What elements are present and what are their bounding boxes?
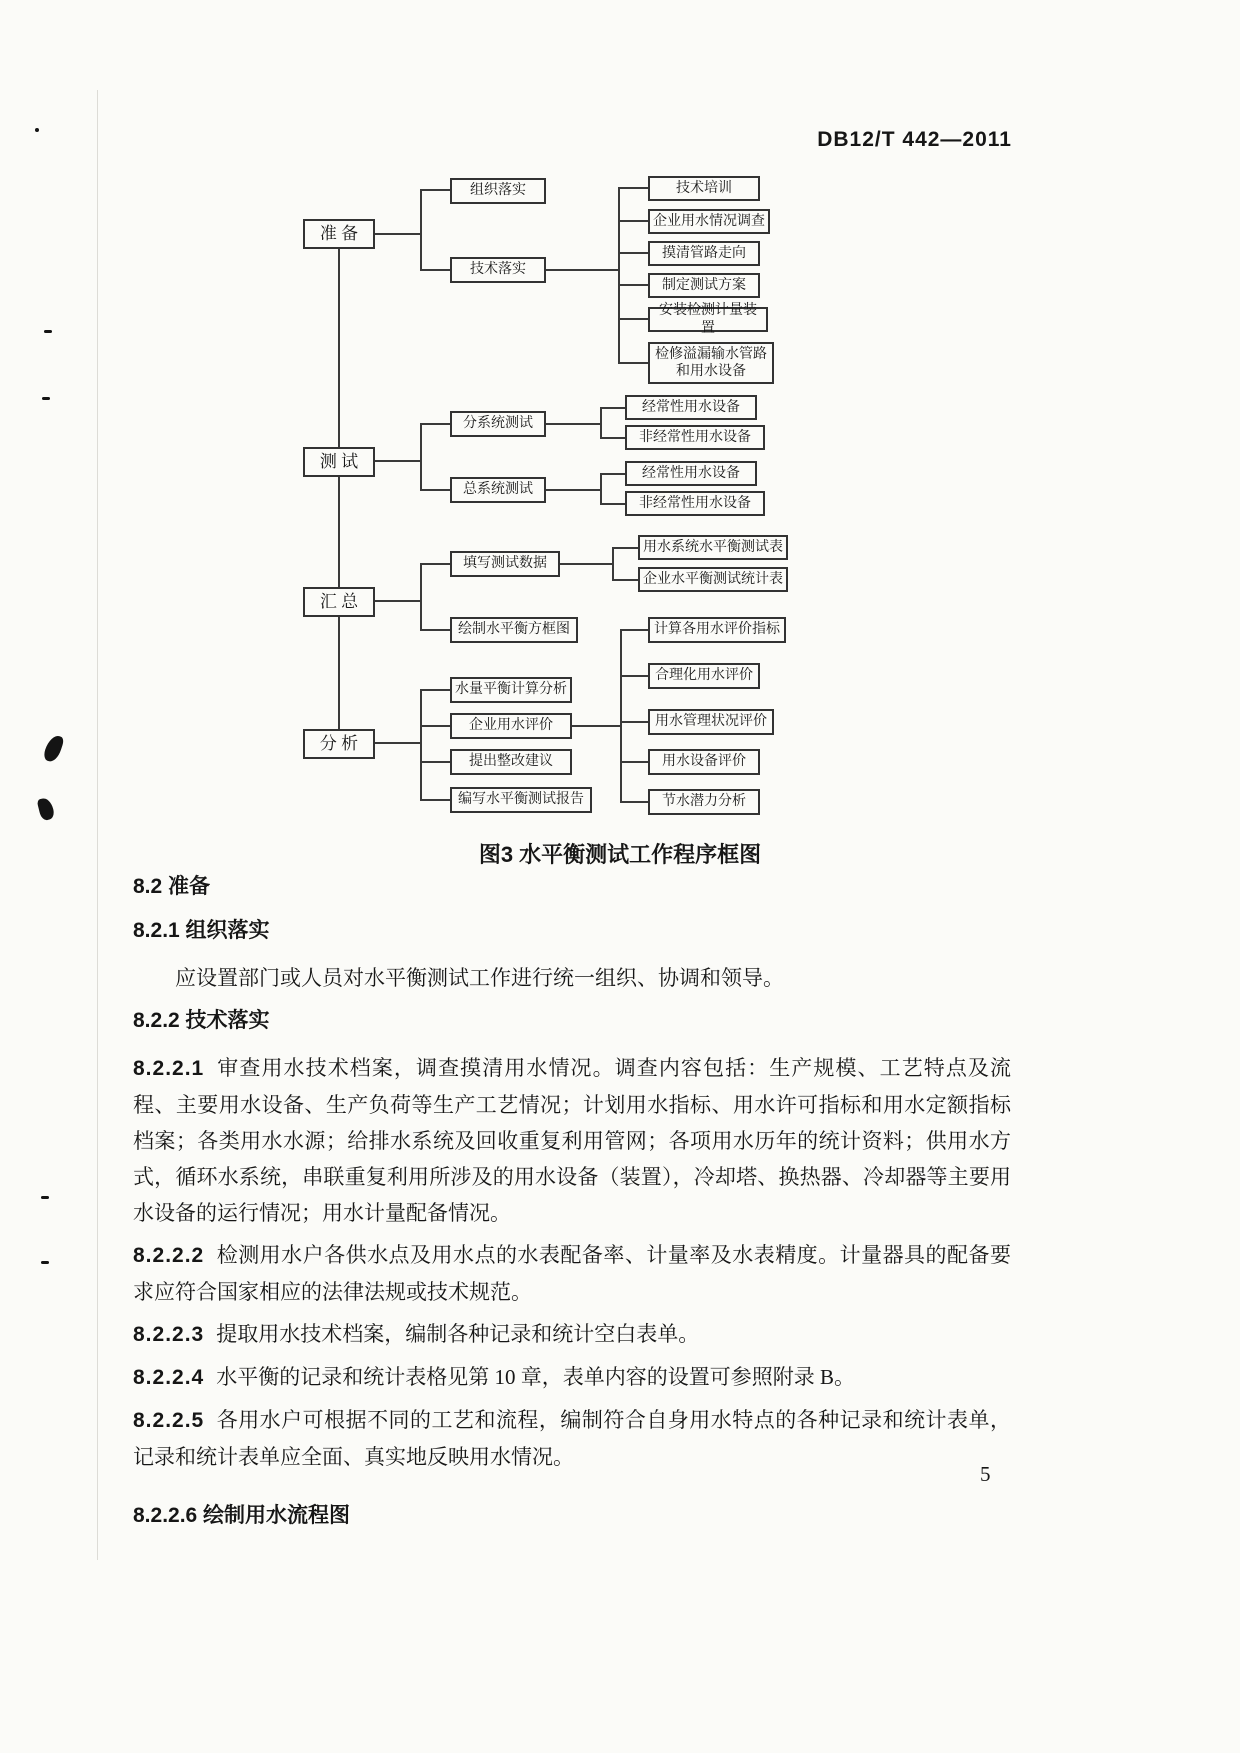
flow-stage-preparation: 准 备: [303, 219, 375, 249]
page-number: 5: [980, 1462, 991, 1486]
flow-node-subsystem-test: 分系统测试: [450, 411, 546, 437]
connector-line: [600, 473, 625, 475]
flow-node-total-system-test: 总系统测试: [450, 477, 546, 503]
flow-node-leak-repair: 检修溢漏输水管路和用水设备: [648, 342, 774, 384]
section-heading-8-2-2: 8.2.2 技术落实: [133, 1009, 270, 1032]
flow-node-rectification-suggestions: 提出整改建议: [450, 749, 572, 775]
clause-number: 8.2.2.2: [133, 1244, 205, 1267]
connector-line: [560, 563, 613, 565]
connector-line: [620, 761, 648, 763]
connector-line: [618, 362, 648, 364]
connector-line: [618, 188, 620, 364]
connector-line: [600, 407, 625, 409]
connector-line: [620, 801, 648, 803]
connector-line: [570, 725, 621, 727]
flow-node-regular-equipment-2: 经常性用水设备: [625, 461, 757, 486]
clause-8-2-2-3: [133, 1316, 1011, 1353]
flow-node-nonregular-equipment-2: 非经常性用水设备: [625, 491, 765, 516]
ink-mark: [42, 733, 65, 763]
connector-line: [618, 220, 648, 222]
connector-line: [420, 690, 422, 801]
ink-mark: [35, 128, 39, 132]
clause-text: 各用水户可根据不同的工艺和流程，编制符合自身用水特点的各种记录和统计表单，记录和统计表单应全面、真实地反映用水情况。: [133, 1408, 1011, 1469]
figure-caption: 图3 水平衡测试工作程序框图: [478, 842, 762, 867]
flow-node-saving-potential: 节水潜力分析: [648, 789, 760, 815]
clause-8-2-2-2: [133, 1237, 1011, 1310]
ink-mark: [41, 1196, 49, 1199]
clause-number: 8.2.2.3: [133, 1323, 205, 1346]
connector-line: [618, 284, 648, 286]
connector-line: [338, 249, 340, 729]
clause-text: 水平衡的记录和统计表格见第 10 章，表单内容的设置可参照附录 B。: [216, 1365, 855, 1389]
connector-line: [420, 564, 422, 631]
flow-node-test-plan: 制定测试方案: [648, 273, 760, 298]
flow-node-organization: 组织落实: [450, 178, 546, 204]
connector-line: [620, 630, 622, 803]
flow-node-technical: 技术落实: [450, 257, 546, 283]
connector-line: [618, 252, 648, 254]
connector-line: [618, 318, 648, 320]
connector-line: [600, 503, 625, 505]
flow-stage-testing: 测 试: [303, 447, 375, 477]
connector-line: [375, 460, 422, 462]
connector-line: [420, 629, 450, 631]
flow-node-test-report: 编写水平衡测试报告: [450, 787, 592, 813]
clause-8-2-2-5: [133, 1402, 1011, 1475]
section-heading-8-2-2-6: 8.2.2.6 绘制用水流程图: [133, 1504, 351, 1527]
clause-text: 检测用水户各供水点及用水点的水表配备率、计量率及水表精度。计量器具的配备要求应符合国家相应的法律法规或技术规范。: [133, 1243, 1011, 1304]
connector-line: [618, 187, 648, 189]
connector-line: [375, 600, 422, 602]
flow-node-fill-test-data: 填写测试数据: [450, 551, 560, 577]
text-block: [133, 872, 1011, 1545]
flow-node-nonregular-equipment-1: 非经常性用水设备: [625, 425, 765, 450]
connector-line: [420, 689, 450, 691]
section-heading-8-2-1: 8.2.1 组织落实: [133, 919, 270, 942]
scan-artifact-line: [97, 90, 98, 1560]
clause-number: 8.2.2.1: [133, 1057, 205, 1080]
connector-line: [375, 742, 422, 744]
connector-line: [420, 563, 450, 565]
flow-node-balance-calculation: 水量平衡计算分析: [450, 677, 572, 703]
connector-line: [600, 474, 602, 505]
flow-node-tech-training: 技术培训: [648, 176, 760, 201]
flow-node-regular-equipment-1: 经常性用水设备: [625, 395, 757, 420]
connector-line: [620, 721, 648, 723]
connector-line: [620, 675, 648, 677]
flow-node-evaluation-indicators: 计算各用水评价指标: [648, 617, 786, 643]
connector-line: [546, 489, 601, 491]
connector-line: [420, 761, 450, 763]
clause-number: 8.2.2.4: [133, 1366, 205, 1389]
connector-line: [620, 629, 648, 631]
doc-number: DB12/T 442—2011: [817, 128, 1012, 151]
connector-line: [420, 189, 450, 191]
flow-node-water-use-survey: 企业用水情况调查: [648, 209, 770, 234]
ink-mark: [42, 397, 50, 400]
connector-line: [420, 725, 450, 727]
connector-line: [420, 799, 450, 801]
connector-line: [375, 233, 422, 235]
connector-line: [420, 423, 450, 425]
connector-line: [612, 548, 614, 581]
flow-stage-summary: 汇 总: [303, 587, 375, 617]
connector-line: [612, 579, 638, 581]
clause-text: 审查用水技术档案，调查摸清用水情况。调查内容包括：生产规模、工艺特点及流程、主要用水设备、生产负荷等生产工艺情况；计划用水指标、用水许可指标和用水定额指标档案；各类用水水源；给排水系统及回收重复利用管网；各项用水历年的统计资料；供用水方式，循环水系统，串联重复利用所涉及的用水设备（装置），冷却塔、换热器、冷却器等主要用水设备的运行情况；用水计量配备情况。: [133, 1056, 1011, 1225]
flow-node-equipment-evaluation: 用水设备评价: [648, 749, 760, 775]
connector-line: [420, 269, 450, 271]
connector-line: [420, 489, 450, 491]
clause-8-2-2-4: [133, 1359, 1011, 1396]
flow-node-enterprise-stat-table: 企业水平衡测试统计表: [638, 567, 788, 592]
flow-node-rational-use-evaluation: 合理化用水评价: [648, 663, 760, 689]
connector-line: [546, 423, 601, 425]
flow-node-enterprise-evaluation: 企业用水评价: [450, 713, 572, 739]
flow-node-metering-install: 安装检测计量装置: [648, 307, 768, 332]
ink-mark: [37, 797, 56, 822]
paragraph-8-2-1: 应设置部门或人员对水平衡测试工作进行统一组织、协调和领导。: [175, 966, 784, 990]
connector-line: [420, 424, 422, 491]
connector-line: [600, 437, 625, 439]
flow-node-pipeline-routing: 摸清管路走向: [648, 241, 760, 266]
connector-line: [420, 190, 422, 271]
connector-line: [600, 408, 602, 439]
clause-number: 8.2.2.5: [133, 1409, 205, 1432]
ink-mark: [44, 330, 52, 333]
flow-node-draw-balance-diagram: 绘制水平衡方框图: [450, 617, 578, 643]
flow-node-system-test-table: 用水系统水平衡测试表: [638, 535, 788, 560]
connector-line: [546, 269, 619, 271]
flow-stage-analysis: 分 析: [303, 729, 375, 759]
flow-node-management-evaluation: 用水管理状况评价: [648, 709, 774, 735]
clause-text: 提取用水技术档案，编制各种记录和统计空白表单。: [216, 1322, 700, 1346]
section-heading-8-2: 8.2 准备: [133, 875, 211, 898]
ink-mark: [41, 1261, 49, 1264]
clause-8-2-2-1: [133, 1050, 1011, 1231]
connector-line: [612, 547, 638, 549]
